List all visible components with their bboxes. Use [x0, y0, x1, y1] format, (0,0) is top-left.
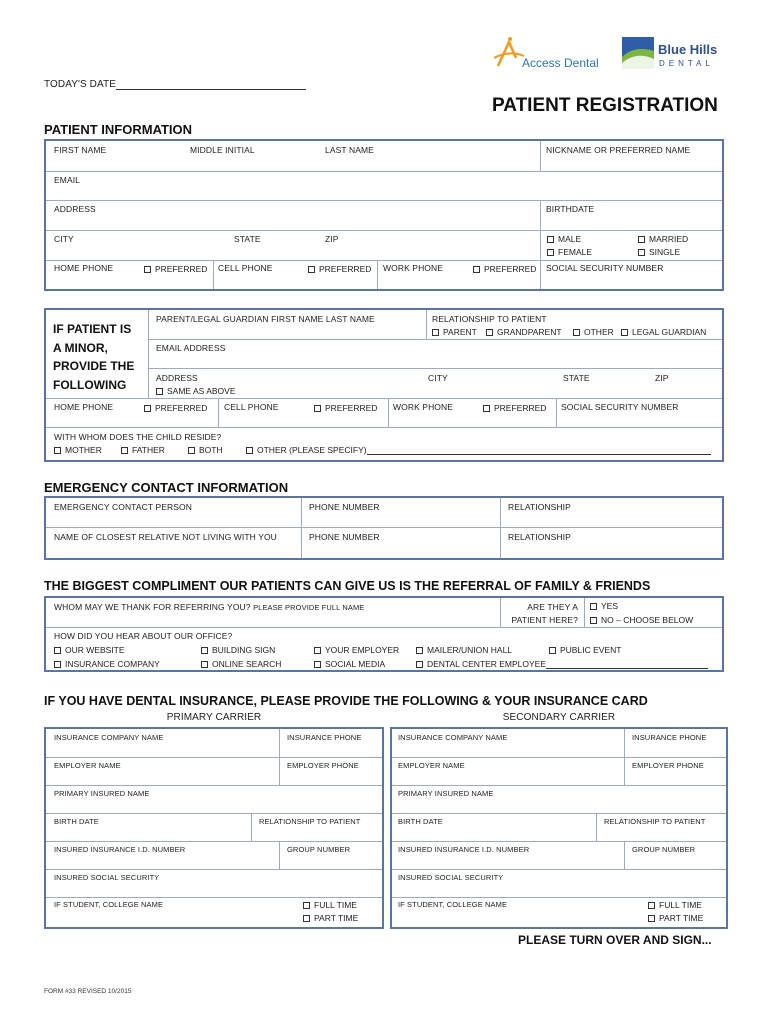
access-dental-logo — [492, 36, 612, 72]
turn-over-notice: PLEASE TURN OVER AND SIGN... — [518, 933, 712, 947]
referral-yes-checkbox[interactable]: YES — [590, 601, 618, 611]
emergency-phone-field[interactable]: PHONE NUMBER — [309, 502, 380, 512]
heard-mailer-checkbox[interactable]: MAILER/UNION HALL — [416, 645, 512, 655]
secondary-group-number-field[interactable]: GROUP NUMBER — [632, 845, 696, 854]
heard-social-media-checkbox[interactable]: SOCIAL MEDIA — [314, 659, 385, 669]
primary-ssn-field[interactable]: INSURED SOCIAL SECURITY — [54, 873, 160, 882]
primary-birth-date-field[interactable]: BIRTH DATE — [54, 817, 99, 826]
primary-college-field[interactable]: IF STUDENT, COLLEGE NAME — [54, 900, 164, 909]
guardian-zip-field[interactable]: ZIP — [655, 373, 669, 383]
secondary-part-time-checkbox[interactable]: PART TIME — [648, 913, 703, 923]
guardian-home-preferred-checkbox[interactable]: PREFERRED — [144, 403, 207, 413]
todays-date-line[interactable] — [116, 80, 306, 90]
center-employee-line[interactable] — [546, 660, 708, 669]
reside-other-line[interactable] — [367, 446, 711, 455]
blue-hills-logo-subtext: DENTAL — [659, 59, 714, 68]
guardian-state-field[interactable]: STATE — [563, 373, 590, 383]
blue-hills-logo-text: Blue Hills — [658, 42, 718, 57]
guardian-city-field[interactable]: CITY — [428, 373, 448, 383]
rel-grandparent-checkbox[interactable]: GRANDPARENT — [486, 327, 562, 337]
work-phone-field[interactable]: WORK PHONE — [383, 263, 444, 273]
emergency-relationship-field[interactable]: RELATIONSHIP — [508, 502, 571, 512]
address-field[interactable]: ADDRESS — [54, 204, 96, 214]
home-phone-field[interactable]: HOME PHONE — [54, 263, 114, 273]
insurance-heading: IF YOU HAVE DENTAL INSURANCE, PLEASE PROVIDE THE FOLLOWING & YOUR INSURANCE CARD — [44, 694, 648, 708]
primary-employer-phone-field[interactable]: EMPLOYER PHONE — [287, 761, 359, 770]
secondary-college-field[interactable]: IF STUDENT, COLLEGE NAME — [398, 900, 508, 909]
access-dental-logo-text: Access Dental — [522, 56, 599, 70]
page-title: PATIENT REGISTRATION — [492, 95, 718, 116]
guardian-cell-preferred-checkbox[interactable]: PREFERRED — [314, 403, 377, 413]
access-dental-logo-icon — [492, 36, 526, 72]
heard-building-sign-checkbox[interactable]: BUILDING SIGN — [201, 645, 275, 655]
primary-relationship-field[interactable]: RELATIONSHIP TO PATIENT — [259, 817, 361, 826]
reside-question: WITH WHOM DOES THE CHILD RESIDE? — [54, 432, 222, 442]
same-as-above-checkbox[interactable]: SAME AS ABOVE — [156, 386, 236, 396]
blue-hills-logo — [622, 37, 732, 71]
single-checkbox[interactable]: SINGLE — [638, 247, 680, 257]
blue-hills-logo-icon — [622, 37, 654, 69]
rel-other-checkbox[interactable]: OTHER — [573, 327, 614, 337]
secondary-employer-field[interactable]: EMPLOYER NAME — [398, 761, 465, 770]
cell-phone-field[interactable]: CELL PHONE — [218, 263, 273, 273]
reside-both-checkbox[interactable]: BOTH — [188, 445, 223, 455]
referrer-name-field[interactable]: WHOM MAY WE THANK FOR REFERRING YOU? PLEASE PROVIDE FULL NAME — [54, 602, 365, 612]
last-name-field[interactable]: LAST NAME — [325, 145, 374, 155]
primary-group-number-field[interactable]: GROUP NUMBER — [287, 845, 351, 854]
reside-father-checkbox[interactable]: FATHER — [121, 445, 165, 455]
minor-heading: IF PATIENT IS A MINOR, PROVIDE THE FOLLOWING — [53, 322, 135, 392]
closest-relative-field[interactable]: NAME OF CLOSEST RELATIVE NOT LIVING WITH YOU — [54, 532, 277, 542]
referral-no-checkbox[interactable]: NO – CHOOSE BELOW — [590, 615, 693, 625]
heard-public-event-checkbox[interactable]: PUBLIC EVENT — [549, 645, 621, 655]
rel-legal-guardian-checkbox[interactable]: LEGAL GUARDIAN — [621, 327, 706, 337]
emergency-heading: EMERGENCY CONTACT INFORMATION — [44, 480, 289, 495]
guardian-cell-phone-field[interactable]: CELL PHONE — [224, 402, 279, 412]
guardian-address-field[interactable]: ADDRESS — [156, 373, 198, 383]
nickname-field[interactable]: NICKNAME OR PREFERRED NAME — [546, 145, 691, 155]
secondary-insured-name-field[interactable]: PRIMARY INSURED NAME — [398, 789, 494, 798]
how-heard-label: HOW DID YOU HEAR ABOUT OUR OFFICE? — [54, 631, 233, 641]
patient-info-heading: PATIENT INFORMATION — [44, 122, 193, 137]
city-field[interactable]: CITY — [54, 234, 74, 244]
guardian-email-field[interactable]: EMAIL ADDRESS — [156, 343, 226, 353]
secondary-relationship-field[interactable]: RELATIONSHIP TO PATIENT — [604, 817, 706, 826]
primary-id-number-field[interactable]: INSURED INSURANCE I.D. NUMBER — [54, 845, 186, 854]
secondary-insurance-phone-field[interactable]: INSURANCE PHONE — [632, 733, 707, 742]
heard-website-checkbox[interactable]: OUR WEBSITE — [54, 645, 125, 655]
secondary-ssn-field[interactable]: INSURED SOCIAL SECURITY — [398, 873, 504, 882]
form-number: FORM #33 REVISED 10/2015 — [44, 988, 132, 995]
primary-insured-name-field[interactable]: PRIMARY INSURED NAME — [54, 789, 150, 798]
are-they-patient-label: ARE THEY A PATIENT HERE? — [511, 602, 578, 625]
heard-center-employee-checkbox[interactable]: DENTAL CENTER EMPLOYEE — [416, 659, 708, 669]
married-checkbox[interactable]: MARRIED — [638, 234, 688, 244]
ssn-field[interactable]: SOCIAL SECURITY NUMBER — [546, 263, 664, 273]
emergency-person-field[interactable]: EMERGENCY CONTACT PERSON — [54, 502, 192, 512]
secondary-employer-phone-field[interactable]: EMPLOYER PHONE — [632, 761, 704, 770]
guardian-home-phone-field[interactable]: HOME PHONE — [54, 402, 114, 412]
primary-insurance-phone-field[interactable]: INSURANCE PHONE — [287, 733, 362, 742]
guardian-relationship-label: RELATIONSHIP TO PATIENT — [432, 314, 547, 324]
relative-phone-field[interactable]: PHONE NUMBER — [309, 532, 380, 542]
heard-insurance-checkbox[interactable]: INSURANCE COMPANY — [54, 659, 160, 669]
email-field[interactable]: EMAIL — [54, 175, 81, 185]
guardian-work-preferred-checkbox[interactable]: PREFERRED — [483, 403, 546, 413]
secondary-full-time-checkbox[interactable]: FULL TIME — [648, 900, 702, 910]
primary-company-field[interactable]: INSURANCE COMPANY NAME — [54, 733, 164, 742]
rel-parent-checkbox[interactable]: PARENT — [432, 327, 477, 337]
heard-employer-checkbox[interactable]: YOUR EMPLOYER — [314, 645, 399, 655]
secondary-birth-date-field[interactable]: BIRTH DATE — [398, 817, 443, 826]
female-checkbox[interactable]: FEMALE — [547, 247, 592, 257]
state-field[interactable]: STATE — [234, 234, 261, 244]
secondary-company-field[interactable]: INSURANCE COMPANY NAME — [398, 733, 508, 742]
reside-other-checkbox[interactable]: OTHER (PLEASE SPECIFY) — [246, 445, 711, 455]
referral-heading: THE BIGGEST COMPLIMENT OUR PATIENTS CAN GIVE US IS THE REFERRAL OF FAMILY & FRIENDS — [44, 579, 651, 593]
cell-phone-preferred-checkbox[interactable]: PREFERRED — [308, 264, 371, 274]
guardian-ssn-field[interactable]: SOCIAL SECURITY NUMBER — [561, 402, 679, 412]
home-phone-preferred-checkbox[interactable]: PREFERRED — [144, 264, 207, 274]
todays-date-label: TODAY'S DATE — [44, 79, 306, 90]
secondary-id-number-field[interactable]: INSURED INSURANCE I.D. NUMBER — [398, 845, 530, 854]
guardian-work-phone-field[interactable]: WORK PHONE — [393, 402, 454, 412]
heard-online-checkbox[interactable]: ONLINE SEARCH — [201, 659, 281, 669]
guardian-name-field[interactable]: PARENT/LEGAL GUARDIAN FIRST NAME LAST NAME — [156, 314, 375, 324]
middle-initial-field[interactable]: MIDDLE INITIAL — [190, 145, 255, 155]
reside-mother-checkbox[interactable]: MOTHER — [54, 445, 102, 455]
first-name-field[interactable]: FIRST NAME — [54, 145, 107, 155]
secondary-carrier-label: SECONDARY CARRIER — [502, 712, 616, 723]
relative-relationship-field[interactable]: RELATIONSHIP — [508, 532, 571, 542]
male-checkbox[interactable]: MALE — [547, 234, 581, 244]
birthdate-field[interactable]: BIRTHDATE — [546, 204, 595, 214]
primary-employer-field[interactable]: EMPLOYER NAME — [54, 761, 121, 770]
primary-part-time-checkbox[interactable]: PART TIME — [303, 913, 358, 923]
primary-carrier-label: PRIMARY CARRIER — [166, 712, 262, 723]
work-phone-preferred-checkbox[interactable]: PREFERRED — [473, 264, 536, 274]
primary-full-time-checkbox[interactable]: FULL TIME — [303, 900, 357, 910]
zip-field[interactable]: ZIP — [325, 234, 339, 244]
